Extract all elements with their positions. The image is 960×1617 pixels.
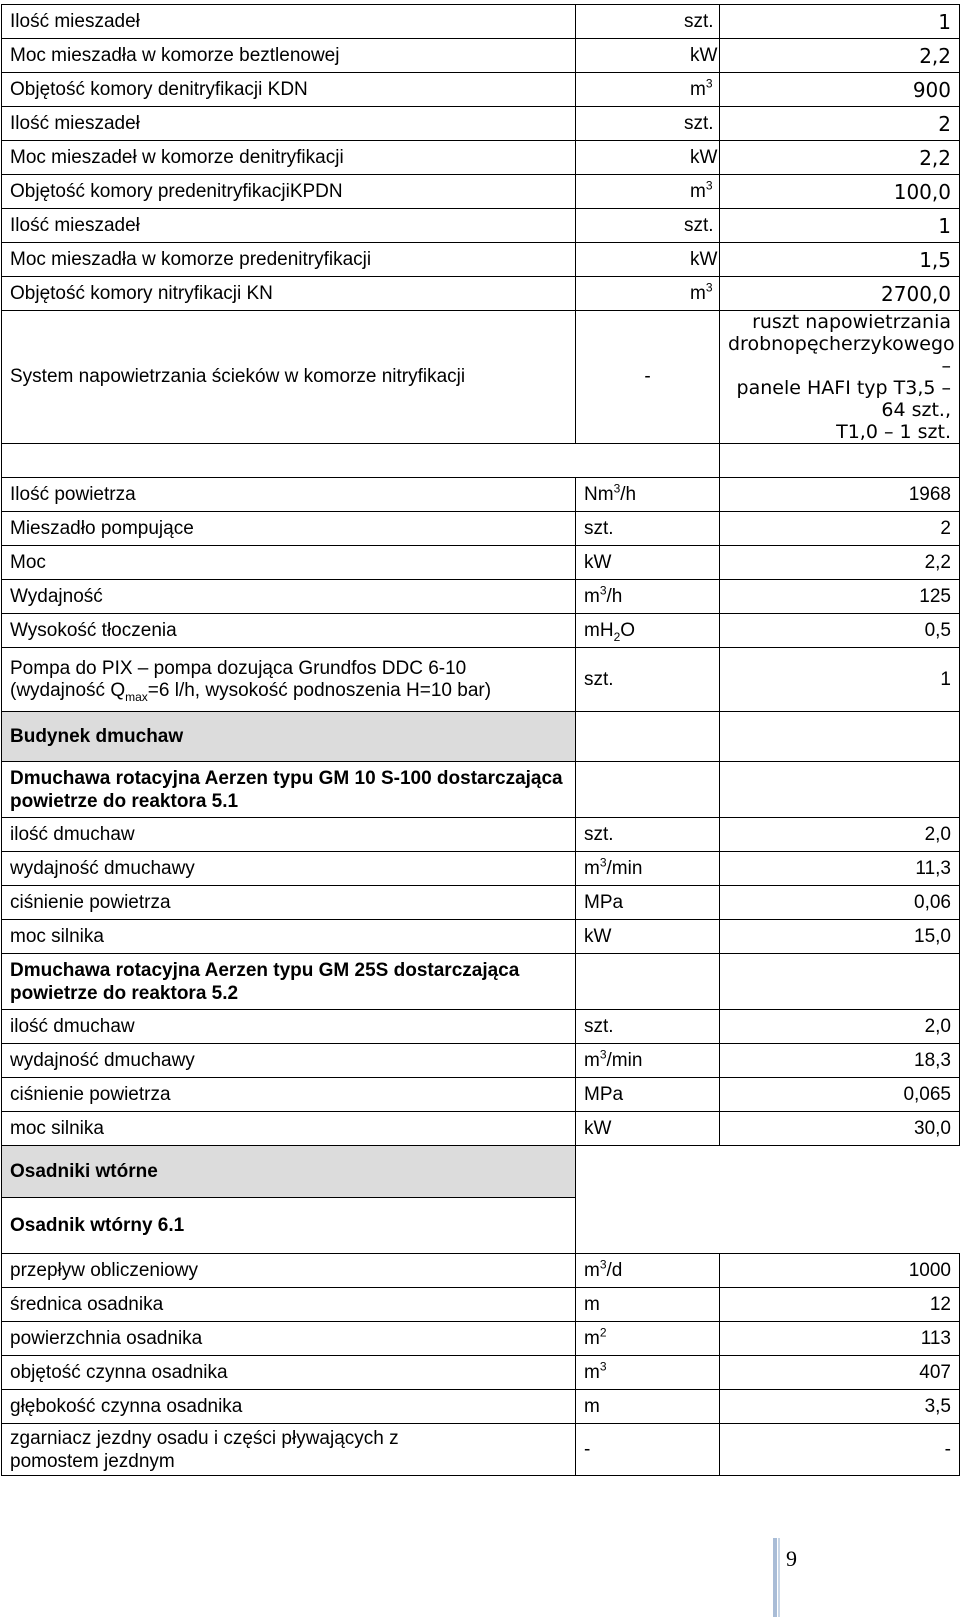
row-unit: $m^3$: [576, 73, 720, 107]
row-label: ilość dmuchaw: [2, 818, 576, 852]
table-row: [2, 1010, 960, 1044]
table-row: [2, 852, 960, 886]
table-row: [2, 580, 960, 614]
row-unit: m: [576, 1288, 720, 1322]
empty-cell: [720, 762, 960, 818]
row-value: 113: [720, 1322, 960, 1356]
table-row: [2, 141, 960, 175]
equipment-heading: Dmuchawa rotacyjna Aerzen typu GM 25S dostarczająca powietrze do reaktora 5.2: [2, 954, 576, 1010]
row-label: Wydajność: [2, 580, 576, 614]
row-label: Moc mieszadła w komorze predenitryfikacji: [2, 243, 576, 277]
row-unit: szt.: [576, 648, 720, 712]
table-row: [2, 277, 960, 311]
row-label: moc silnika: [2, 1112, 576, 1146]
row-unit: -: [576, 311, 720, 444]
row-value: 2,2: [720, 39, 960, 73]
table-row: [2, 5, 960, 39]
equipment-heading: Dmuchawa rotacyjna Aerzen typu GM 10 S-100 dostarczająca powietrze do reaktora 5.1: [2, 762, 576, 818]
row-label: Moc: [2, 546, 576, 580]
row-note: [720, 311, 960, 444]
row-value: 2,2: [720, 141, 960, 175]
section-row: [2, 1146, 960, 1198]
row-unit: $m^3/d$: [576, 1254, 720, 1288]
table-row: [2, 1356, 960, 1390]
page-number: [773, 1538, 803, 1617]
note-line: drobnopęcherzykowego –: [728, 333, 955, 377]
row-unit: szt.: [576, 1010, 720, 1044]
row-label: Pompa do PIX – pompa dozująca Grundfos DDC 6-10 (wydajność $Q_{max}=6$ l/h, wysokość podnoszenia H=10 bar): [2, 648, 576, 712]
spacer-row: [2, 444, 960, 478]
row-unit: kW: [576, 920, 720, 954]
row-label: Ilość mieszadeł: [2, 107, 576, 141]
row-label: Ilość mieszadeł: [2, 209, 576, 243]
specification-table: [1, 4, 960, 1476]
row-label: Ilość mieszadeł: [2, 5, 576, 39]
row-unit: $m^2$: [576, 1322, 720, 1356]
empty-cell: [576, 762, 720, 818]
row-label: Objętość komory nitryfikacji KN: [2, 277, 576, 311]
table-row: [2, 614, 960, 648]
table-row: [2, 920, 960, 954]
row-unit: $m^3/\min$: [576, 852, 720, 886]
row-label: Objętość komory predenitryfikacjiKPDN: [2, 175, 576, 209]
table-row: [2, 175, 960, 209]
row-label: zgarniacz jezdny osadu i części pływających z pomostem jezdnym: [2, 1424, 576, 1476]
empty-cell: [576, 1198, 720, 1254]
row-unit: szt.: [576, 512, 720, 546]
table-row: [2, 209, 960, 243]
row-value: -: [720, 1424, 960, 1476]
empty-cell: [720, 444, 960, 478]
row-label: Mieszadło pompujące: [2, 512, 576, 546]
note-line: T1,0 – 1 szt.: [836, 421, 951, 443]
row-label: ciśnienie powietrza: [2, 1078, 576, 1112]
row-unit: szt.: [576, 107, 720, 141]
table-row: [2, 546, 960, 580]
row-label: przepływ obliczeniowy: [2, 1254, 576, 1288]
table-row: [2, 512, 960, 546]
row-label: Wysokość tłoczenia: [2, 614, 576, 648]
row-value: 0,065: [720, 1078, 960, 1112]
row-unit: $m^3/h$: [576, 580, 720, 614]
row-unit: kW: [576, 1112, 720, 1146]
row-value: 12: [720, 1288, 960, 1322]
empty-cell: [576, 444, 720, 478]
row-value: 2700,0: [720, 277, 960, 311]
equipment-heading: Osadnik wtórny 6.1: [2, 1198, 576, 1254]
row-value: 2,2: [720, 546, 960, 580]
empty-cell: [720, 1146, 960, 1198]
table-row: [2, 1078, 960, 1112]
row-value: 1968: [720, 478, 960, 512]
row-value: 1,5: [720, 243, 960, 277]
row-unit: -: [576, 1424, 720, 1476]
row-label: Moc mieszadeł w komorze denitryfikacji: [2, 141, 576, 175]
row-unit: Nm$^3$/h: [576, 478, 720, 512]
page-number-bar: [773, 1538, 777, 1617]
row-unit: $mH_2O$: [576, 614, 720, 648]
row-unit: $m^3/\min$: [576, 1044, 720, 1078]
section-title: Osadniki wtórne: [2, 1146, 576, 1198]
empty-cell: [576, 1146, 720, 1198]
row-value: 15,0: [720, 920, 960, 954]
heading-row: [2, 1198, 960, 1254]
row-unit: $m^3$: [576, 1356, 720, 1390]
table-row: [2, 1254, 960, 1288]
row-value: 18,3: [720, 1044, 960, 1078]
row-value: 11,3: [720, 852, 960, 886]
row-label: wydajność dmuchawy: [2, 852, 576, 886]
row-unit: szt.: [576, 818, 720, 852]
row-value: 2,0: [720, 818, 960, 852]
section-row: [2, 712, 960, 762]
empty-cell: [576, 712, 720, 762]
table-row: [2, 478, 960, 512]
row-value: 125: [720, 580, 960, 614]
table-row: [2, 886, 960, 920]
row-value: 2: [720, 107, 960, 141]
row-unit: kW: [576, 546, 720, 580]
row-value: 0,06: [720, 886, 960, 920]
row-unit: MPa: [576, 1078, 720, 1112]
table-row: [2, 107, 960, 141]
row-value: 2,0: [720, 1010, 960, 1044]
row-value: 3,5: [720, 1390, 960, 1424]
row-unit: $m^3$: [576, 277, 720, 311]
heading-row: [2, 954, 960, 1010]
row-value: 1000: [720, 1254, 960, 1288]
row-label: średnica osadnika: [2, 1288, 576, 1322]
row-unit: $m^3$: [576, 175, 720, 209]
page-number-text: 9: [786, 1546, 797, 1571]
row-unit: kW: [576, 141, 720, 175]
note-line: ruszt napowietrzania: [752, 311, 951, 333]
row-unit: szt.: [576, 209, 720, 243]
row-value: 407: [720, 1356, 960, 1390]
row-unit: kW: [576, 243, 720, 277]
empty-cell: [2, 444, 576, 478]
row-label: wydajność dmuchawy: [2, 1044, 576, 1078]
table-row: [2, 243, 960, 277]
empty-cell: [720, 954, 960, 1010]
row-label: Moc mieszadła w komorze beztlenowej: [2, 39, 576, 73]
row-label: ciśnienie powietrza: [2, 886, 576, 920]
table-row: [2, 1288, 960, 1322]
table-row: [2, 1112, 960, 1146]
row-value: 1: [720, 209, 960, 243]
row-unit: MPa: [576, 886, 720, 920]
table-row: [2, 311, 960, 444]
row-label: powierzchnia osadnika: [2, 1322, 576, 1356]
empty-cell: [720, 712, 960, 762]
row-label: Objętość komory denitryfikacji KDN: [2, 73, 576, 107]
row-unit: kW: [576, 39, 720, 73]
empty-cell: [576, 954, 720, 1010]
row-value: 0,5: [720, 614, 960, 648]
row-unit: szt.: [576, 5, 720, 39]
table-row: [2, 1322, 960, 1356]
row-label: ilość dmuchaw: [2, 1010, 576, 1044]
row-label: moc silnika: [2, 920, 576, 954]
table-row: [2, 73, 960, 107]
row-value: 1: [720, 648, 960, 712]
page-number-bar: [778, 1538, 780, 1617]
row-value: 100,0: [720, 175, 960, 209]
row-value: 1: [720, 5, 960, 39]
section-title: Budynek dmuchaw: [2, 712, 576, 762]
empty-cell: [720, 1198, 960, 1254]
table-row: [2, 39, 960, 73]
row-value: 2: [720, 512, 960, 546]
table-row: [2, 818, 960, 852]
table-row: [2, 1390, 960, 1424]
row-value: 900: [720, 73, 960, 107]
row-label: głębokość czynna osadnika: [2, 1390, 576, 1424]
table-row: [2, 1044, 960, 1078]
row-label: Ilość powietrza: [2, 478, 576, 512]
row-label: System napowietrzania ścieków w komorze nitryfikacji: [2, 311, 576, 444]
note-line: panele HAFI typ T3,5 – 64 szt.,: [736, 377, 951, 421]
row-label: objętość czynna osadnika: [2, 1356, 576, 1390]
row-value: 30,0: [720, 1112, 960, 1146]
table-row: [2, 648, 960, 712]
row-unit: m: [576, 1390, 720, 1424]
heading-row: [2, 762, 960, 818]
table-row: [2, 1424, 960, 1476]
